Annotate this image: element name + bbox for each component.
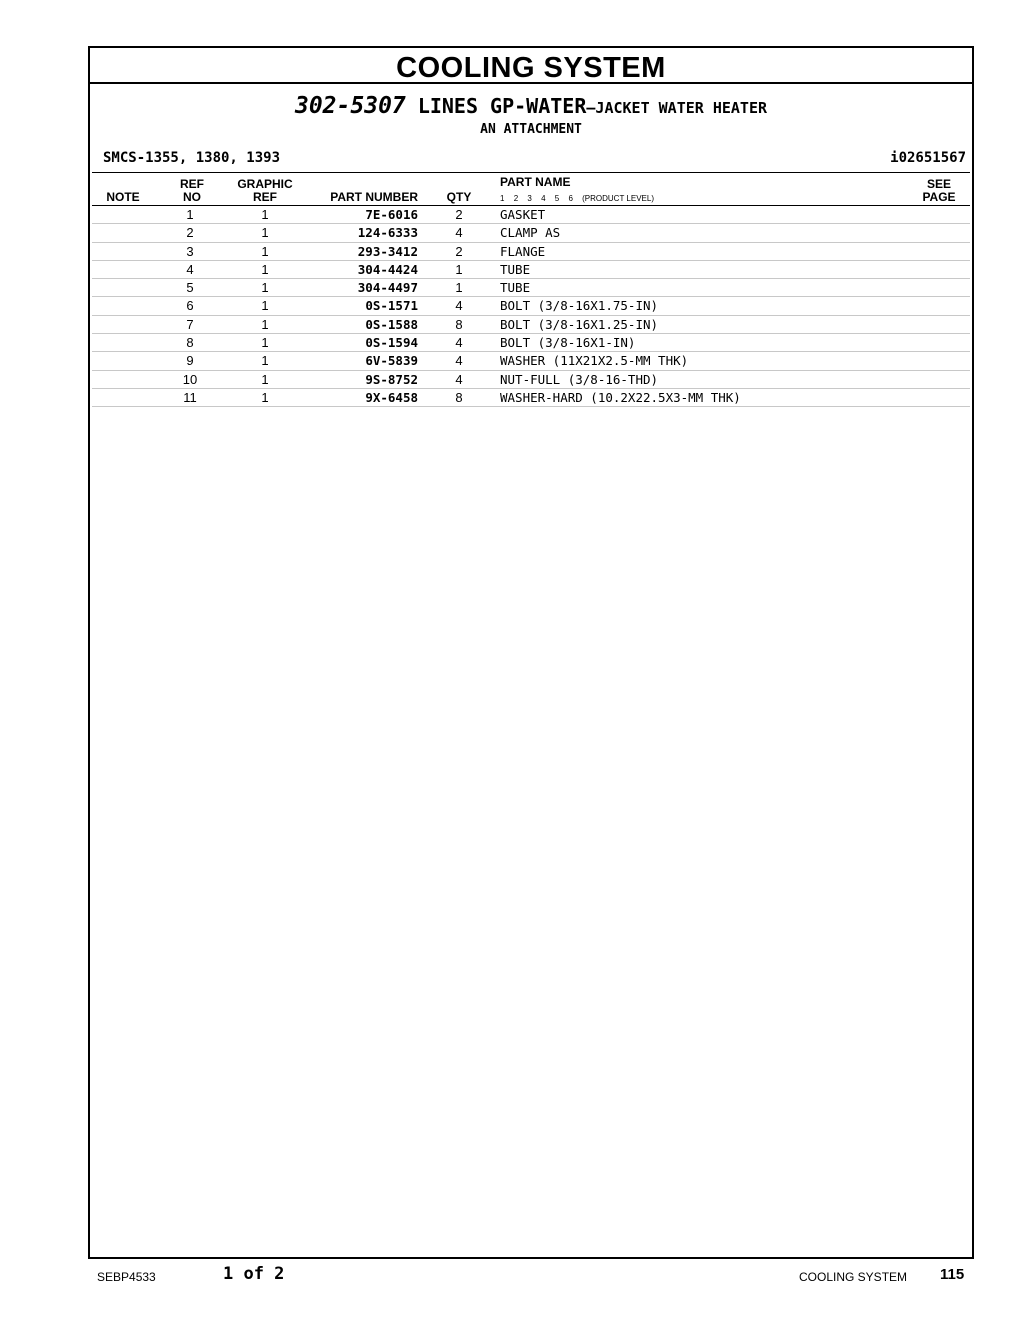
ref-no: 4 xyxy=(186,261,194,277)
header-see-page-line1: SEE xyxy=(926,177,951,191)
ref-no: 7 xyxy=(186,316,194,332)
part-name: CLAMP AS xyxy=(500,225,561,241)
header-see-page-line2: PAGE xyxy=(922,190,956,204)
attachment-label: AN ATTACHMENT xyxy=(480,122,582,137)
header-ref-no-line2: NO xyxy=(183,190,201,204)
product-level-6: 6 xyxy=(568,194,573,203)
table-row xyxy=(92,352,970,370)
product-level-1: 1 xyxy=(500,194,505,203)
product-level-label: (PRODUCT LEVEL) xyxy=(582,194,654,203)
quantity: 8 xyxy=(455,316,463,332)
smcs-codes: SMCS-1355, 1380, 1393 xyxy=(103,150,281,166)
product-level-2: 2 xyxy=(513,194,519,203)
header-top-rule xyxy=(92,172,970,173)
part-number: 6V-5839 xyxy=(365,353,418,369)
table-row xyxy=(92,243,970,261)
part-name: GASKET xyxy=(500,207,546,222)
table-row xyxy=(92,334,970,352)
graphic-ref: 1 xyxy=(261,261,269,277)
quantity: 2 xyxy=(455,243,463,259)
product-level-4: 4 xyxy=(541,194,546,203)
part-number: 124-6333 xyxy=(357,225,418,241)
graphic-ref: 1 xyxy=(261,335,269,351)
quantity: 2 xyxy=(455,207,463,222)
part-name: TUBE xyxy=(500,261,531,277)
part-name: WASHER-HARD (10.2X22.5X3-MM THK) xyxy=(500,389,741,405)
ref-no: 11 xyxy=(183,389,197,405)
part-number: 7E-6016 xyxy=(365,207,418,222)
quantity: 8 xyxy=(455,389,463,405)
part-number: 9S-8752 xyxy=(365,371,418,387)
table-row xyxy=(92,261,970,279)
graphic-ref: 1 xyxy=(261,298,269,314)
header-qty: QTY xyxy=(446,190,472,204)
table-row xyxy=(92,316,970,334)
part-number: 9X-6458 xyxy=(365,389,418,405)
section-title: COOLING SYSTEM xyxy=(90,48,972,84)
quantity: 1 xyxy=(455,261,463,277)
table-row xyxy=(92,371,970,389)
graphic-ref: 1 xyxy=(261,316,269,332)
graphic-ref: 1 xyxy=(261,371,269,387)
part-name: WASHER (11X21X2.5-MM THK) xyxy=(500,353,689,369)
illustration-id: i02651567 xyxy=(890,150,966,166)
header-graphic-ref-line1: GRAPHIC xyxy=(237,177,293,191)
quantity: 4 xyxy=(455,353,463,369)
ref-no: 8 xyxy=(186,335,194,351)
graphic-ref: 1 xyxy=(261,353,269,369)
parts-page-frame xyxy=(88,46,974,1259)
header-part-number: PART NUMBER xyxy=(330,190,418,204)
group-title xyxy=(90,93,972,121)
header-part-name: PART NAME xyxy=(500,175,571,189)
graphic-ref: 1 xyxy=(261,225,269,241)
part-name: BOLT (3/8-16X1-IN) xyxy=(500,335,636,351)
ref-no: 6 xyxy=(186,298,194,314)
graphic-ref: 1 xyxy=(261,389,269,405)
product-levels xyxy=(500,195,654,203)
part-name: TUBE xyxy=(500,280,531,296)
group-number: 302-5307 xyxy=(294,93,406,119)
product-level-3: 3 xyxy=(527,194,532,203)
part-number: 304-4497 xyxy=(357,280,418,296)
graphic-ref: 1 xyxy=(261,207,269,222)
quantity: 4 xyxy=(455,371,463,387)
part-number: 0S-1571 xyxy=(365,298,418,314)
table-row xyxy=(92,389,970,407)
parts-table xyxy=(92,206,970,407)
quantity: 1 xyxy=(455,280,463,296)
header-graphic-ref-line2: REF xyxy=(253,190,277,204)
part-name: FLANGE xyxy=(500,243,546,259)
part-number: 0S-1588 xyxy=(365,316,418,332)
quantity: 4 xyxy=(455,298,463,314)
ref-no: 5 xyxy=(186,280,194,296)
footer-section: COOLING SYSTEM xyxy=(799,1270,908,1284)
part-number: 304-4424 xyxy=(357,261,418,277)
ref-no: 3 xyxy=(186,243,194,259)
table-row xyxy=(92,224,970,242)
header-ref-no-line1: REF xyxy=(180,177,204,191)
ref-no: 9 xyxy=(186,353,194,369)
table-row xyxy=(92,279,970,297)
footer-doc-id: SEBP4533 xyxy=(97,1270,156,1284)
table-row xyxy=(92,297,970,315)
footer-page-of: 1 of 2 xyxy=(223,1264,285,1284)
ref-no: 10 xyxy=(182,371,198,387)
ref-no: 2 xyxy=(186,225,194,241)
ref-no: 1 xyxy=(186,207,194,222)
product-level-5: 5 xyxy=(554,194,560,203)
part-name: BOLT (3/8-16X1.25-IN) xyxy=(500,316,659,332)
quantity: 4 xyxy=(455,225,463,241)
quantity: 4 xyxy=(455,335,463,351)
part-name: NUT-FULL (3/8-16-THD) xyxy=(500,371,659,387)
footer-page-number: 115 xyxy=(940,1266,965,1283)
part-number: 293-3412 xyxy=(357,243,418,259)
table-row xyxy=(92,206,970,224)
group-name: LINES GP-WATER xyxy=(417,94,587,118)
group-subtitle: —JACKET WATER HEATER xyxy=(586,99,768,117)
part-name: BOLT (3/8-16X1.75-IN) xyxy=(500,298,659,314)
part-number: 0S-1594 xyxy=(365,335,418,351)
graphic-ref: 1 xyxy=(261,280,269,296)
header-note: NOTE xyxy=(106,190,140,204)
graphic-ref: 1 xyxy=(261,243,269,259)
